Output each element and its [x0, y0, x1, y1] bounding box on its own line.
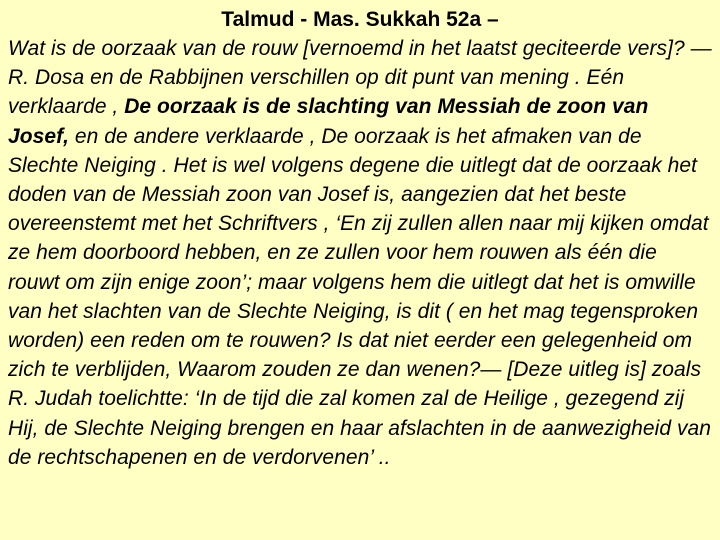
passage-part-2: en de andere verklaarde , De oorzaak is het afmaken van de Slechte Neiging . Het is wel volgens degene die uitlegt dat de oorzaak het doden van de Messiah zoon van Josef is, aangezien dat het beste overeenstemt met het Schriftvers , ‘En zij zullen allen naar mij kijken omdat ze hem doorboord hebben, en ze zullen voor hem rouwen als één die rouwt om zijn enige zoon’; maar volgens hem die uitlegt dat het is omwille van het slachten van de Slechte Neiging, is dit ( en het mag tegensproken worden) een reden om te rouwen? Is dat niet eerder een gelegenheid om zich te verblijden, Waarom zouden ze dan wenen?— [Deze uitleg is] zoals R. Judah toelichtte: ‘In de tijd die zal komen zal de Heilige , gezegend zij Hij, de Slechte Neiging brengen en haar afslachten in de aanwezigheid van de rechtschapenen en de verdorvenen’ ..	[8, 124, 711, 469]
passage-text	[8, 34, 712, 472]
passage-part-1: Wat is de oorzaak van de rouw [vernoemd in het laatst geciteerde vers]? — R. Dosa en de Rabbijnen verschillen op dit punt van mening . Eén verklaarde ,	[8, 37, 712, 119]
slide-title: Talmud - Mas. Sukkah 52a –	[221, 8, 499, 31]
passage-emphasis: De oorzaak is de slachting van Messiah de zoon van Josef,	[8, 95, 649, 148]
